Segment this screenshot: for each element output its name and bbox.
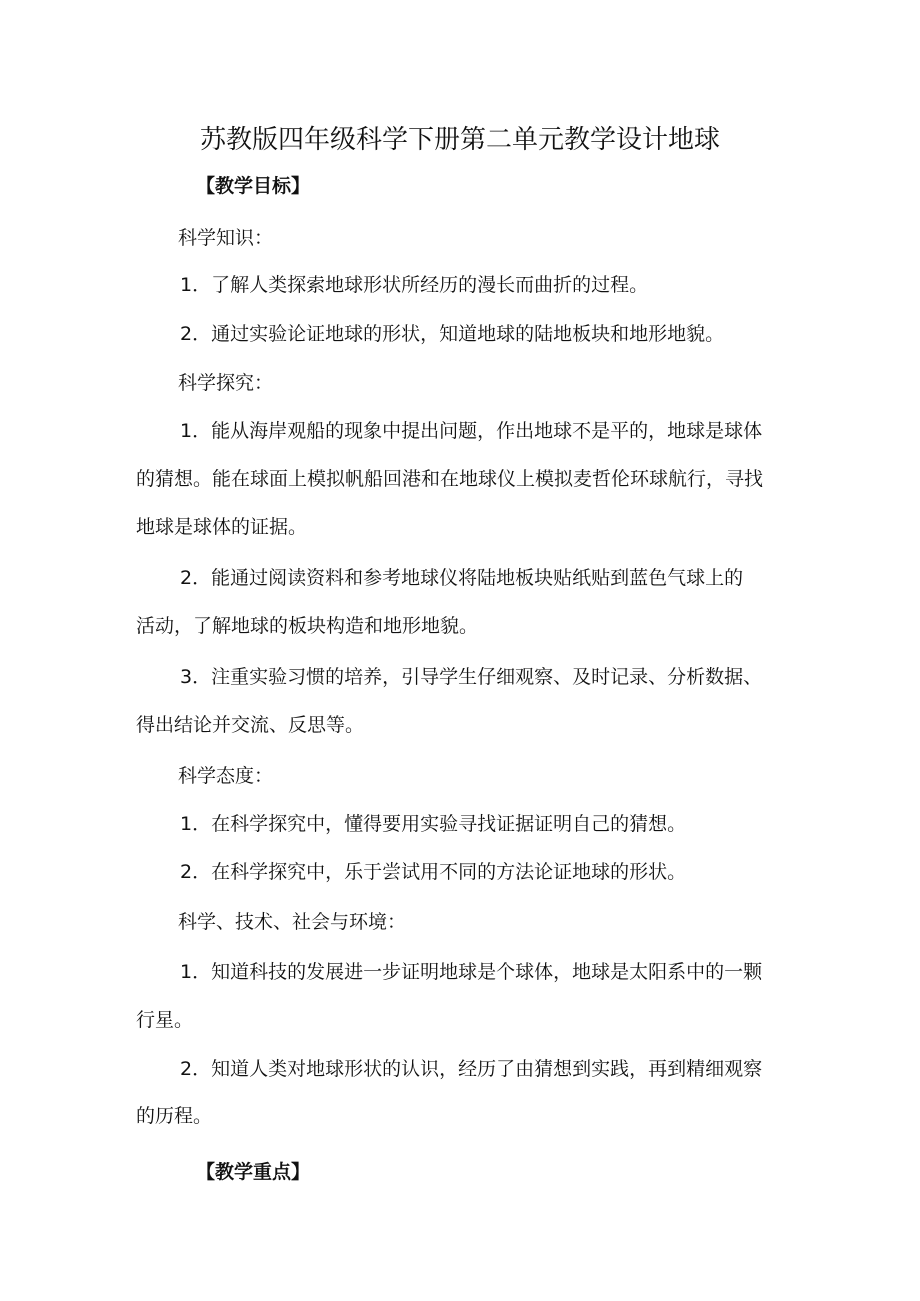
inquiry-item-2-line-2: 活动，了解地球的板块构造和地形地貌。 [136, 615, 479, 637]
subheading-society: 科学、技术、社会与环境： [178, 911, 407, 933]
subheading-knowledge: 科学知识： [178, 227, 274, 249]
subheading-attitude: 科学态度： [178, 765, 274, 787]
inquiry-item-1-line-1: 1．能从海岸观船的现象中提出问题，作出地球不是平的，地球是球体 [180, 420, 763, 442]
society-item-1-line-2: 行星。 [136, 1009, 194, 1031]
knowledge-item-2: 2．通过实验论证地球的形状，知道地球的陆地板块和地形地貌。 [180, 323, 725, 345]
attitude-item-2: 2．在科学探究中，乐于尝试用不同的方法论证地球的形状。 [180, 861, 687, 883]
inquiry-item-3-line-2: 得出结论并交流、反思等。 [136, 714, 365, 736]
inquiry-item-1-line-2: 的猜想。能在球面上模拟帆船回港和在地球仪上模拟麦哲伦环球航行，寻找 [136, 468, 764, 490]
document-title: 苏教版四年级科学下册第二单元教学设计地球 [199, 125, 720, 155]
society-item-2-line-2: 的历程。 [136, 1105, 213, 1127]
attitude-item-1: 1．在科学探究中，懂得要用实验寻找证据证明自己的猜想。 [180, 813, 687, 835]
subheading-inquiry: 科学探究： [178, 372, 274, 394]
knowledge-item-1: 1．了解人类探索地球形状所经历的漫长而曲折的过程。 [180, 274, 649, 296]
section-heading-key-points: 【教学重点】 [196, 1161, 311, 1183]
society-item-1-line-1: 1．知道科技的发展进一步证明地球是个球体，地球是太阳系中的一颗 [180, 961, 763, 983]
inquiry-item-3-line-1: 3．注重实验习惯的培养，引导学生仔细观察、及时记录、分析数据、 [180, 666, 763, 688]
society-item-2-line-1: 2．知道人类对地球形状的认识，经历了由猜想到实践，再到精细观察 [180, 1058, 763, 1080]
inquiry-item-2-line-1: 2．能通过阅读资料和参考地球仪将陆地板块贴纸贴到蓝色气球上的 [180, 567, 744, 589]
inquiry-item-1-line-3: 地球是球体的证据。 [136, 516, 308, 538]
section-heading-goals: 【教学目标】 [196, 175, 311, 197]
